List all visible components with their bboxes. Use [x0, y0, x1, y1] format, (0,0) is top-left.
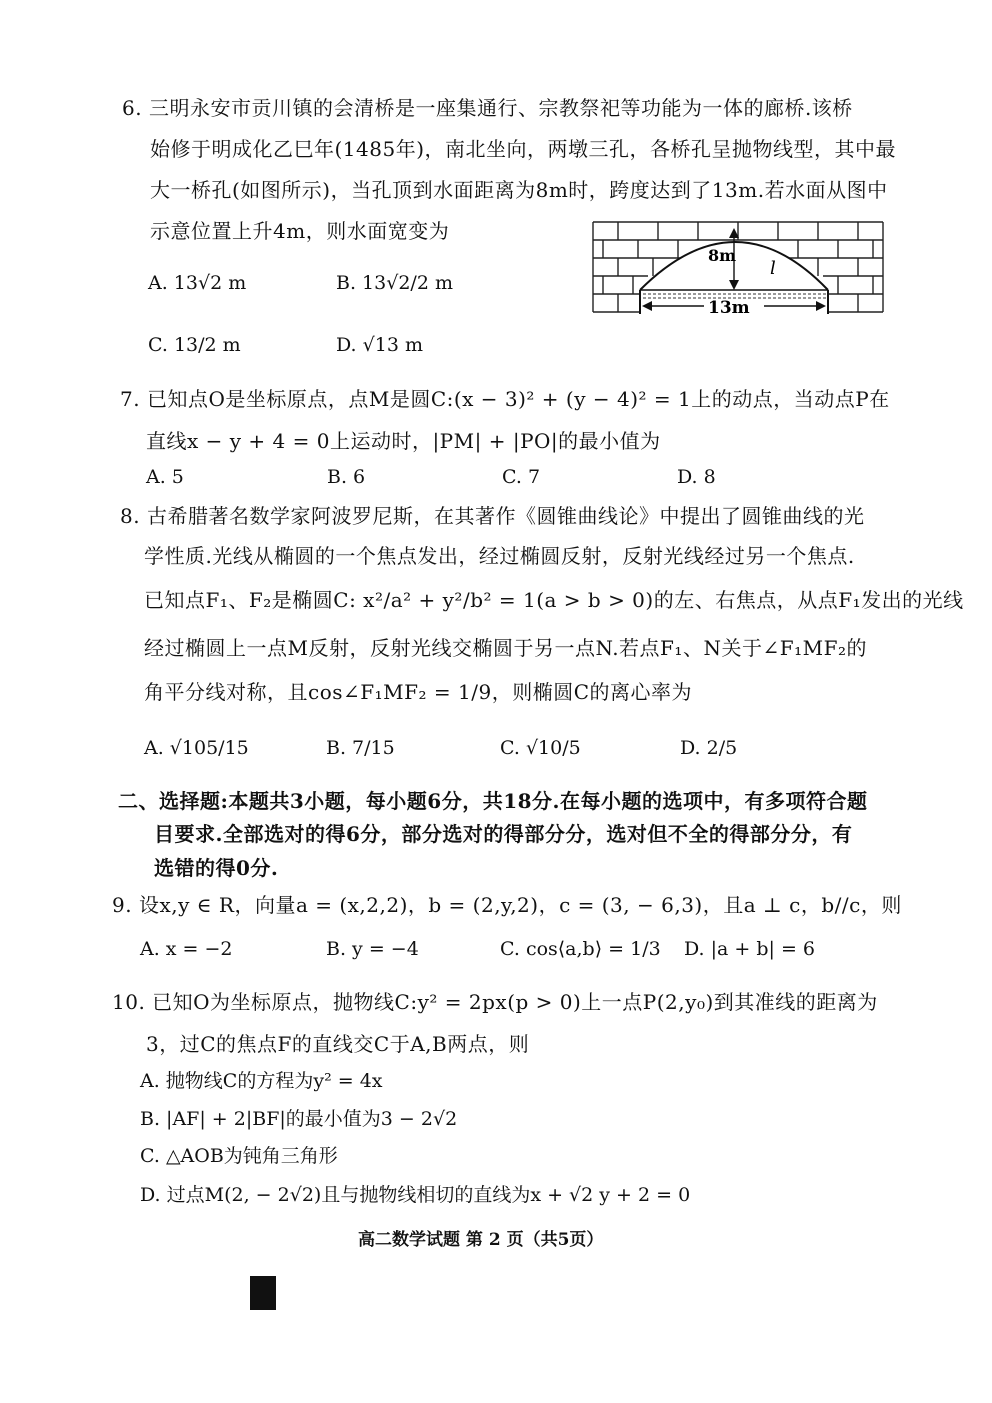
section-2-line-2: 目要求.全部选对的得6分，部分选对的得部分分，选对但不全的得部分分，有 — [154, 822, 853, 846]
q8-line-1: 8. 古希腊著名数学家阿波罗尼斯，在其著作《圆锥曲线论》中提出了圆锥曲线的光 — [120, 504, 865, 528]
q10-line-2: 3，过C的焦点F的直线交C于A,B两点，则 — [146, 1032, 530, 1056]
q8-line-3: 已知点F₁、F₂是椭圆C: x²/a² + y²/b² = 1(a > b > 0)的左、右焦点，从点F₁发出的光线 — [144, 588, 964, 612]
q6-line-2: 始修于明成化乙巳年(1485年)，南北坐向，两墩三孔，各桥孔呈抛物线型，其中最 — [150, 137, 897, 161]
q7-option-a: A. 5 — [146, 466, 184, 488]
q8-option-b: B. 7/15 — [326, 737, 395, 759]
q6-option-c: C. 13/2 m — [148, 334, 241, 356]
q10-option-a: A. 抛物线C的方程为y² = 4x — [140, 1070, 383, 1092]
q7-option-c: C. 7 — [502, 466, 541, 488]
q7-option-d: D. 8 — [677, 466, 716, 488]
q6-line-1: 6. 三明永安市贡川镇的会清桥是一座集通行、宗教祭祀等功能为一体的廊桥.该桥 — [122, 96, 853, 120]
q9-option-a: A. x = −2 — [140, 938, 233, 960]
figure-curve-label: l — [770, 258, 776, 279]
q9-option-b: B. y = −4 — [326, 938, 419, 960]
q10-line-1: 10. 已知O为坐标原点，抛物线C:y² = 2px(p > 0)上一点P(2,y₀)到其准线的距离为 — [112, 990, 878, 1014]
section-2-line-1: 二、选择题:本题共3小题，每小题6分，共18分.在每小题的选项中，有多项符合题 — [118, 789, 868, 813]
q6-option-a: A. 13√2 m — [148, 272, 247, 294]
q6-option-d: D. √13 m — [336, 334, 423, 356]
q6-line-3: 大一桥孔(如图所示)，当孔顶到水面距离为8m时，跨度达到了13m.若水面从图中 — [150, 178, 888, 202]
q8-option-a: A. √105/15 — [144, 737, 249, 759]
q6-line-4: 示意位置上升4m，则水面宽变为 — [150, 219, 450, 243]
q10-option-d: D. 过点M(2, − 2√2)且与抛物线相切的直线为x + √2 y + 2 = 0 — [140, 1184, 691, 1206]
q6-option-b: B. 13√2/2 m — [336, 272, 453, 294]
q8-line-5: 角平分线对称，且cos∠F₁MF₂ = 1/9，则椭圆C的离心率为 — [144, 680, 692, 704]
bridge-arch-figure — [588, 214, 888, 324]
section-2-line-3: 选错的得0分. — [154, 856, 279, 880]
q8-line-4: 经过椭圆上一点M反射，反射光线交椭圆于另一点N.若点F₁、N关于∠F₁MF₂的 — [144, 636, 867, 660]
q8-option-d: D. 2/5 — [680, 737, 738, 759]
q7-option-b: B. 6 — [327, 466, 366, 488]
q9-line-1: 9. 设x,y ∈ R，向量a = (x,2,2)，b = (2,y,2)，c = (3, − 6,3)，且a ⊥ c，b//c，则 — [112, 893, 902, 917]
q9-option-d: D. |a + b| = 6 — [684, 938, 816, 960]
q10-option-b: B. |AF| + 2|BF|的最小值为3 − 2√2 — [140, 1108, 458, 1130]
page-footer: 高二数学试题 第 2 页（共5页） — [358, 1230, 604, 1250]
figure-height-label: 8m — [708, 246, 737, 265]
q10-option-c: C. △AOB为钝角三角形 — [140, 1145, 338, 1167]
q9-option-c: C. cos⟨a,b⟩ = 1/3 — [500, 938, 661, 960]
q7-line-1: 7. 已知点O是坐标原点，点M是圆C:(x − 3)² + (y − 4)² = 1上的动点，当动点P在 — [120, 387, 890, 411]
q7-line-2: 直线x − y + 4 = 0上运动时，|PM| + |PO|的最小值为 — [146, 429, 661, 453]
q8-line-2: 学性质.光线从椭圆的一个焦点发出，经过椭圆反射，反射光线经过另一个焦点. — [144, 544, 855, 568]
scan-marker — [250, 1276, 276, 1310]
figure-width-label: 13m — [708, 298, 750, 318]
q8-option-c: C. √10/5 — [500, 737, 581, 759]
